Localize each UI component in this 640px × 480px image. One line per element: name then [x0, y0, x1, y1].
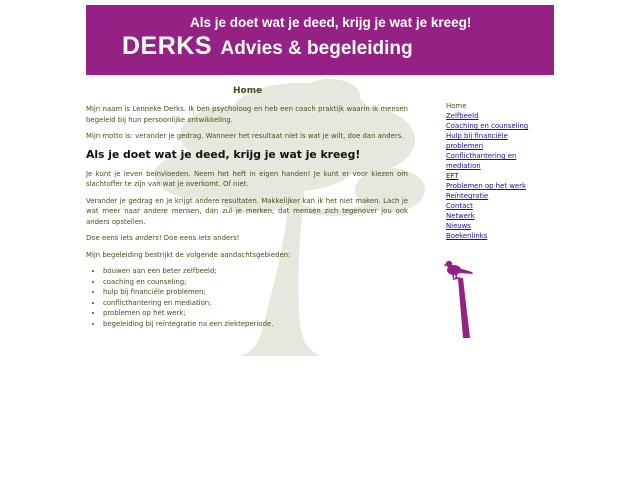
- text-fragment: anders!: [210, 234, 240, 242]
- emphasis-text: anders: [135, 234, 159, 242]
- brand-subtitle: Advies & begeleiding: [220, 38, 413, 59]
- nav-item-conflicthantering[interactable]: Conflicthantering en mediation: [446, 152, 517, 170]
- paragraph-do-different: [86, 233, 408, 244]
- nav-item-nieuws[interactable]: Nieuws: [446, 222, 471, 230]
- brand-name: DERKS: [122, 32, 213, 60]
- section-heading: Als je doet wat je deed, krijg je wat je kreeg!: [86, 147, 361, 161]
- brand-logo[interactable]: [122, 34, 413, 59]
- list-item: • hulp bij financiële problemen;: [103, 287, 408, 298]
- nav-item-zelfbeeld[interactable]: Zelfbeeld: [446, 112, 479, 120]
- focus-areas-list: [86, 266, 408, 329]
- nav-item-eft[interactable]: EFT: [446, 172, 459, 180]
- main-content: [86, 104, 408, 329]
- list-item: • begeleiding bij reïntegratie na een ziekteperiode.: [103, 319, 408, 330]
- sidebar-nav: [446, 101, 530, 241]
- nav-item-boekenlinks[interactable]: Boekenlinks: [446, 232, 488, 240]
- text-fragment: Doe eens iets: [86, 234, 136, 242]
- nav-item-reintegratie[interactable]: Reïntegratie: [446, 192, 489, 200]
- paragraph-behaviour: Verander je gedrag en je krijgt andere resultaten. Makkelijker kan ik het niet maken. Lach je wat meer naar andere mensen, dan zul je merken, dat mensen zich tegenover jou ook anders opstellen.: [86, 196, 408, 226]
- header-tagline: Als je doet wat je deed, krijg je wat je kreeg!: [190, 15, 472, 30]
- nav-item-problemen-werk[interactable]: Problemen op het werk: [446, 182, 526, 190]
- nav-item-home[interactable]: Home: [446, 102, 467, 110]
- list-item: • conflicthantering en mediation;: [103, 298, 408, 309]
- paragraph-influence: Je kunt je leven beïnvloeden. Neem het heft in eigen handen! Je kunt er voor kiezen om slachtoffer te zijn van wat je overkomt. Of niet.: [86, 169, 408, 188]
- intro-paragraph: Mijn naam is Lenneke Derks. Ik ben psycholoog en heb een coach praktijk waarin ik mensen begeleid bij hun persoonlijke ontwikkeling.: [86, 105, 408, 124]
- header-banner: [86, 5, 554, 75]
- nav-item-contact[interactable]: Contact: [446, 202, 473, 210]
- list-intro: Mijn begeleiding bestrijkt de volgende aandachtsgebieden:: [86, 250, 291, 259]
- list-item: • coaching en counseling;: [103, 277, 408, 288]
- nav-item-financiele-hulp[interactable]: Hulp bij financiële problemen: [446, 132, 508, 150]
- page-title: Home: [233, 86, 263, 96]
- bird-on-post-illustration: [444, 258, 478, 342]
- motto-paragraph: Mijn motto is: verander je gedrag. Wanneer het resultaat niet is wat je wilt, doe dan anders.: [86, 132, 404, 140]
- nav-item-coaching[interactable]: Coaching en counseling: [446, 122, 529, 130]
- list-item: • bouwen aan een beter zelfbeeld;: [103, 266, 408, 277]
- emphasis-text: iets: [198, 234, 211, 242]
- nav-item-netwerk[interactable]: Netwerk: [446, 212, 475, 220]
- text-fragment: ! Doe eens: [158, 234, 199, 242]
- list-item: • problemen op het werk;: [103, 308, 408, 319]
